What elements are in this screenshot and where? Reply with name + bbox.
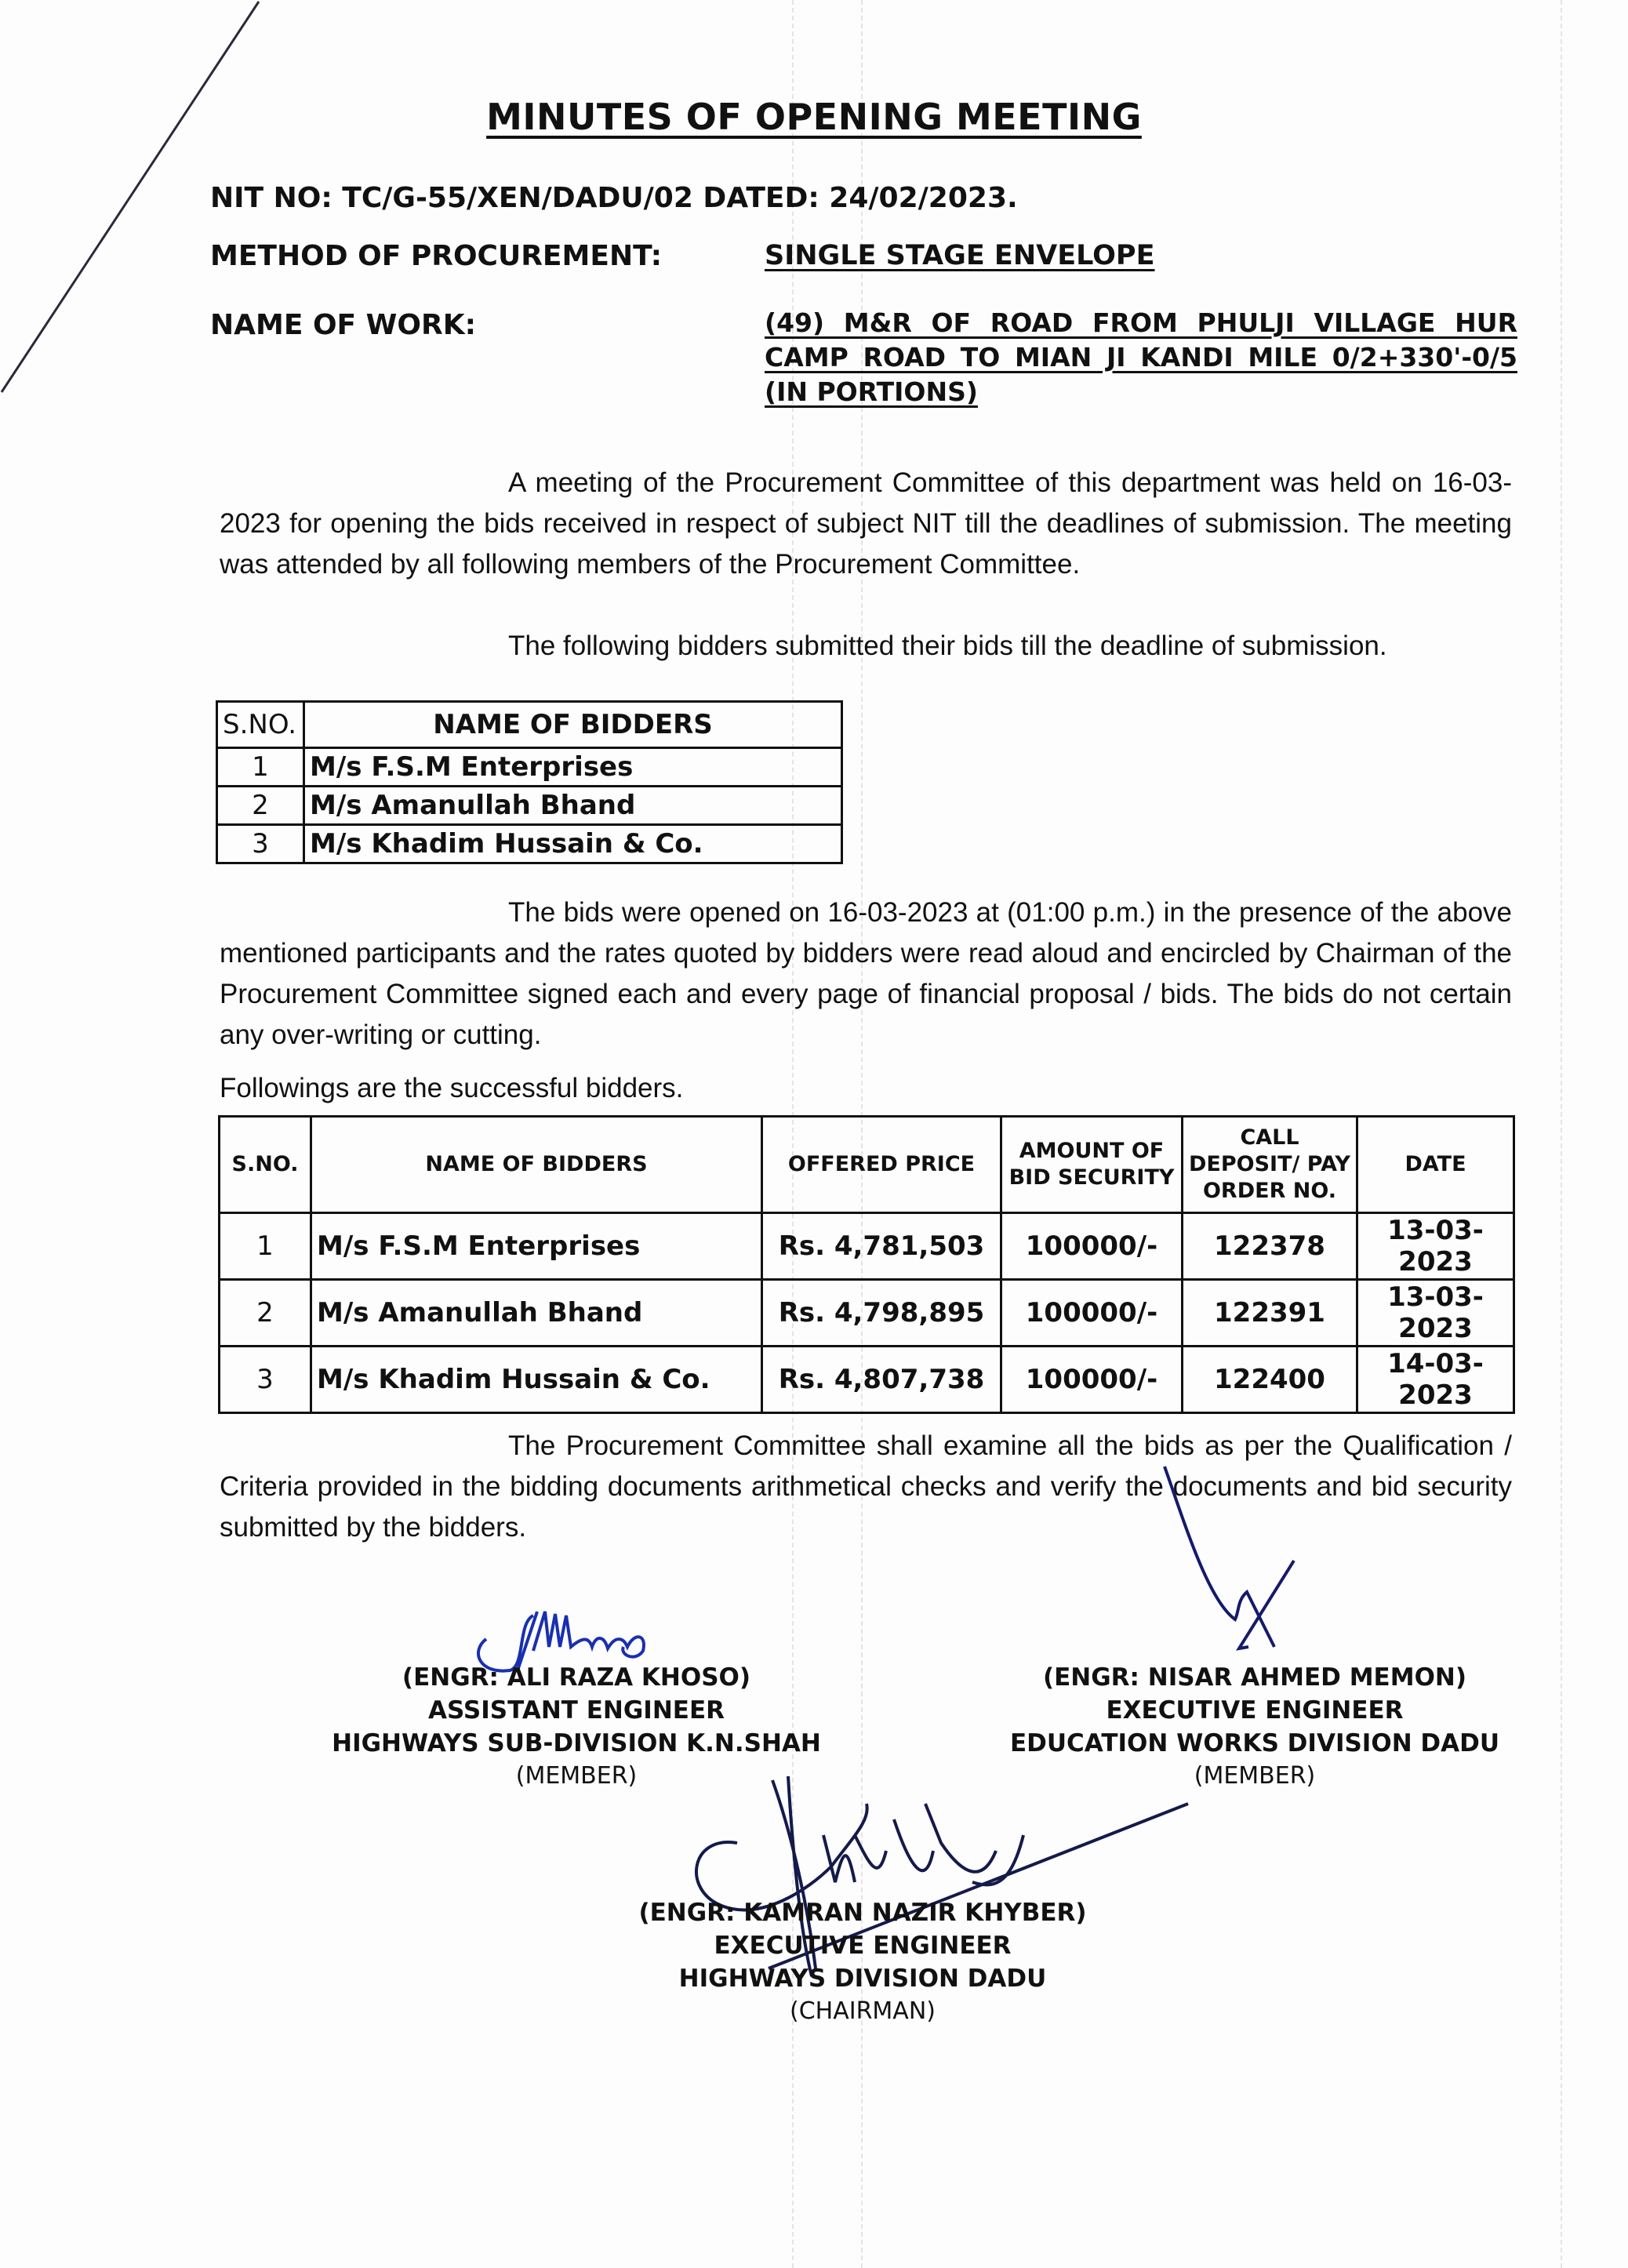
- column-header-date: DATE: [1357, 1117, 1514, 1213]
- column-header-sno: S.NO.: [217, 702, 304, 748]
- signatory-designation: EXECUTIVE ENGINEER: [1106, 1696, 1404, 1725]
- table-row: [220, 1347, 1514, 1413]
- cell-security: 100000/-: [1001, 1213, 1183, 1280]
- cell-price: Rs. 4,781,503: [762, 1213, 1001, 1280]
- cell-sno: 1: [220, 1213, 311, 1280]
- cell-cdr: 122391: [1183, 1280, 1357, 1347]
- table-row: [217, 748, 842, 787]
- cell-cdr: 122400: [1183, 1347, 1357, 1413]
- table-row: [220, 1213, 1514, 1280]
- signatory-office: HIGHWAYS SUB-DIVISION K.N.SHAH: [332, 1729, 821, 1757]
- signatory-role: (MEMBER): [515, 1762, 638, 1790]
- paragraph-successful-bidders: Followings are the successful bidders.: [220, 1073, 684, 1103]
- signatory-office: EDUCATION WORKS DIVISION DADU: [1009, 1729, 1500, 1757]
- signatory-designation: EXECUTIVE ENGINEER: [714, 1932, 1012, 1960]
- table-header-row: [217, 702, 842, 748]
- cell-date: 14-03-2023: [1357, 1347, 1514, 1413]
- cell-security: 100000/-: [1001, 1347, 1183, 1413]
- cell-sno: 3: [220, 1347, 311, 1413]
- signatory-role: (CHAIRMAN): [790, 1997, 936, 2025]
- cell-name: M/s Khadim Hussain & Co.: [311, 1347, 762, 1413]
- work-label: NAME OF WORK:: [210, 309, 476, 341]
- cell-price: Rs. 4,798,895: [762, 1280, 1001, 1347]
- signatory-role: (MEMBER): [1194, 1762, 1316, 1790]
- work-value: (49) M&R OF ROAD FROM PHULJI VILLAGE HUR CAMP ROAD TO MIAN JI KANDI MILE 0/2+330'-0/5 (IN PORTIONS): [765, 307, 1517, 407]
- cell-price: Rs. 4,807,738: [762, 1347, 1001, 1413]
- column-header-security: AMOUNT OF BID SECURITY: [1001, 1117, 1183, 1213]
- method-value: SINGLE STAGE ENVELOPE: [765, 240, 1155, 271]
- column-header-name: NAME OF BIDDERS: [311, 1117, 762, 1213]
- cell-name: M/s Amanullah Bhand: [304, 787, 842, 825]
- document-title: MINUTES OF OPENING MEETING: [486, 96, 1142, 138]
- results-table: [218, 1115, 1515, 1414]
- paragraph-meeting: A meeting of the Procurement Committee of this department was held on 16-03-2023 for opening the bids received in respect of subject NIT till the deadlines of submission. The meeting was attended by all following members of the Procurement Committee.: [220, 467, 1512, 580]
- column-header-cdr: CALL DEPOSIT/ PAY ORDER NO.: [1183, 1117, 1357, 1213]
- column-header-sno: S.NO.: [220, 1117, 311, 1213]
- table-row: [217, 787, 842, 825]
- paragraph-bids-opened: The bids were opened on 16-03-2023 at (01:00 p.m.) in the presence of the above mentioned participants and the rates quoted by bidders were read aloud and encircled by Chairman of the Procurement Committee signed each and every page of financial proposal / bids. The bids do not certain any over-writing or cutting.: [220, 897, 1512, 1050]
- column-header-price: OFFERED PRICE: [762, 1117, 1001, 1213]
- cell-sno: 1: [217, 748, 304, 787]
- signatory-designation: ASSISTANT ENGINEER: [428, 1696, 725, 1725]
- nit-line: NIT NO: TC/G-55/XEN/DADU/02 DATED: 24/02/2023.: [210, 182, 1018, 214]
- signature-block-chairman: [596, 1896, 1129, 2028]
- fold-line: [1561, 0, 1562, 2268]
- table-row: [220, 1280, 1514, 1347]
- cell-sno: 3: [217, 825, 304, 863]
- cell-name: M/s Khadim Hussain & Co.: [304, 825, 842, 863]
- cell-name: M/s F.S.M Enterprises: [311, 1213, 762, 1280]
- cell-sno: 2: [217, 787, 304, 825]
- signature-member2: [1161, 1467, 1317, 1647]
- cell-cdr: 122378: [1183, 1213, 1357, 1280]
- cell-date: 13-03-2023: [1357, 1280, 1514, 1347]
- paragraph-committee-examine: The Procurement Committee shall examine all the bids as per the Qualification / Criteria provided in the bidding documents arithmetical checks and verify the documents and bid security submitted by the bidders.: [220, 1430, 1512, 1543]
- column-header-name: NAME OF BIDDERS: [304, 702, 842, 748]
- cell-name: M/s F.S.M Enterprises: [304, 748, 842, 787]
- table-row: [217, 825, 842, 863]
- method-label: METHOD OF PROCUREMENT:: [210, 240, 663, 272]
- cell-sno: 2: [220, 1280, 311, 1347]
- cell-security: 100000/-: [1001, 1280, 1183, 1347]
- cell-date: 13-03-2023: [1357, 1213, 1514, 1280]
- bidders-table: [216, 700, 843, 864]
- signatory-name: (ENGR: NISAR AHMED MEMON): [1042, 1663, 1467, 1692]
- signatory-name: (ENGR: ALI RAZA KHOSO): [402, 1663, 751, 1692]
- paragraph-bidders-intro: The following bidders submitted their bids till the deadline of submission.: [508, 631, 1387, 661]
- signatory-name: (ENGR: KAMRAN NAZIR KHYBER): [638, 1899, 1087, 1927]
- table-header-row: [220, 1117, 1514, 1213]
- cell-name: M/s Amanullah Bhand: [311, 1280, 762, 1347]
- signatory-office: HIGHWAYS DIVISION DADU: [678, 1965, 1047, 1993]
